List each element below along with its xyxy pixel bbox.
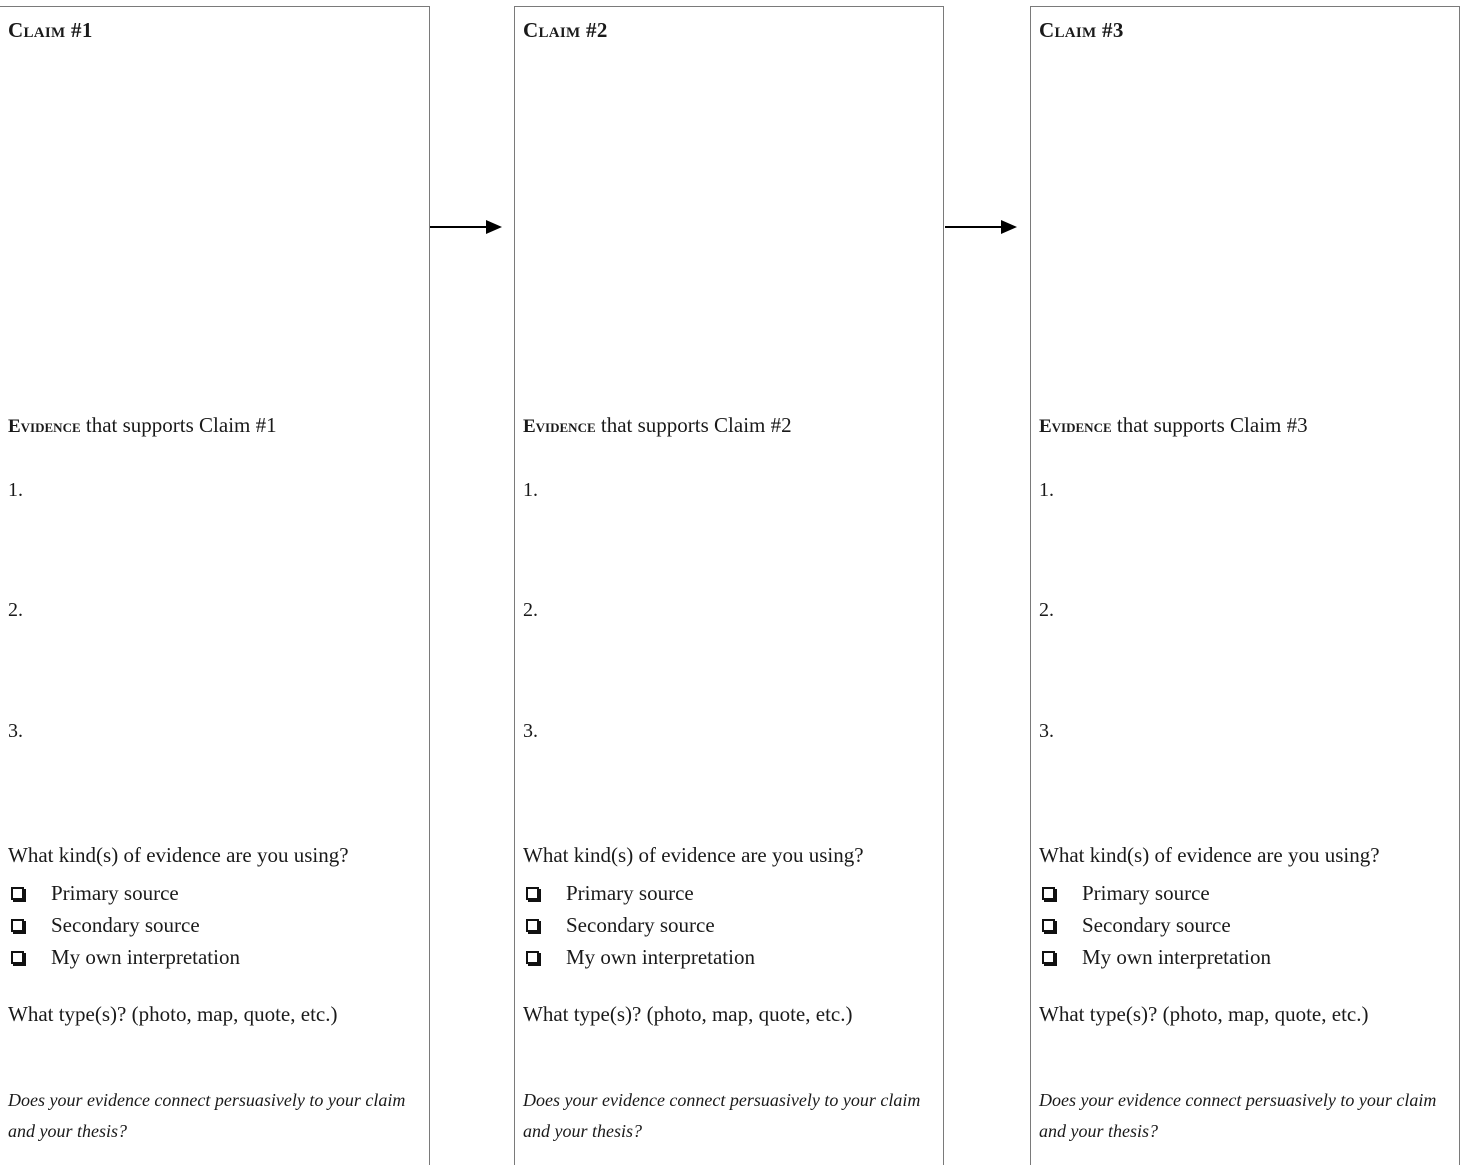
arrow-right-icon bbox=[430, 218, 504, 236]
option-own-interpretation[interactable] bbox=[523, 941, 755, 973]
evidence-heading-lead: Evidence bbox=[1039, 416, 1112, 437]
evidence-number-2: 2. bbox=[523, 599, 538, 621]
checkbox-icon[interactable] bbox=[1042, 919, 1055, 932]
evidence-number-1: 1. bbox=[8, 479, 23, 501]
evidence-type-question: What type(s)? (photo, map, quote, etc.) bbox=[1039, 1002, 1369, 1026]
evidence-kind-question: What kind(s) of evidence are you using? bbox=[523, 843, 864, 867]
checkbox-icon[interactable] bbox=[1042, 887, 1055, 900]
option-own-interpretation[interactable] bbox=[1039, 941, 1271, 973]
option-secondary-source[interactable] bbox=[1039, 909, 1271, 941]
evidence-number-1: 1. bbox=[523, 479, 538, 501]
checkbox-icon[interactable] bbox=[526, 887, 539, 900]
evidence-kind-options bbox=[1039, 877, 1271, 973]
claim-title: Claim #3 bbox=[1039, 18, 1124, 42]
checkbox-icon[interactable] bbox=[11, 919, 24, 932]
option-label: My own interpretation bbox=[1082, 944, 1271, 969]
evidence-heading-rest: that supports Claim #1 bbox=[80, 413, 277, 437]
evidence-kind-options bbox=[523, 877, 755, 973]
option-label: Primary source bbox=[566, 880, 694, 905]
evidence-heading bbox=[523, 413, 792, 438]
option-primary-source[interactable] bbox=[1039, 877, 1271, 909]
evidence-type-question: What type(s)? (photo, map, quote, etc.) bbox=[523, 1002, 853, 1026]
claim-column-3 bbox=[1030, 6, 1460, 1165]
option-primary-source[interactable] bbox=[8, 877, 240, 909]
claim-column-1 bbox=[0, 6, 430, 1165]
persuasion-question: Does your evidence connect persuasively to your claim and your thesis? bbox=[1039, 1090, 1437, 1141]
evidence-kind-options bbox=[8, 877, 240, 973]
option-label: Primary source bbox=[51, 880, 179, 905]
option-label: My own interpretation bbox=[51, 944, 240, 969]
evidence-heading bbox=[1039, 413, 1308, 438]
checkbox-icon[interactable] bbox=[1042, 951, 1055, 964]
option-label: Secondary source bbox=[1082, 912, 1231, 937]
evidence-number-2: 2. bbox=[1039, 599, 1054, 621]
option-own-interpretation[interactable] bbox=[8, 941, 240, 973]
option-label: Primary source bbox=[1082, 880, 1210, 905]
persuasion-question: Does your evidence connect persuasively to your claim and your thesis? bbox=[523, 1090, 921, 1141]
evidence-heading-rest: that supports Claim #2 bbox=[595, 413, 792, 437]
evidence-number-3: 3. bbox=[1039, 720, 1054, 742]
option-label: My own interpretation bbox=[566, 944, 755, 969]
checkbox-icon[interactable] bbox=[526, 919, 539, 932]
option-primary-source[interactable] bbox=[523, 877, 755, 909]
claim-title: Claim #2 bbox=[523, 18, 608, 42]
arrow-right-icon bbox=[945, 218, 1019, 236]
option-label: Secondary source bbox=[51, 912, 200, 937]
checkbox-icon[interactable] bbox=[11, 951, 24, 964]
persuasion-question: Does your evidence connect persuasively to your claim and your thesis? bbox=[8, 1090, 406, 1141]
evidence-number-3: 3. bbox=[8, 720, 23, 742]
evidence-type-question: What type(s)? (photo, map, quote, etc.) bbox=[8, 1002, 338, 1026]
option-secondary-source[interactable] bbox=[8, 909, 240, 941]
claim-column-2 bbox=[514, 6, 944, 1165]
option-label: Secondary source bbox=[566, 912, 715, 937]
evidence-heading bbox=[8, 413, 277, 438]
option-secondary-source[interactable] bbox=[523, 909, 755, 941]
evidence-number-2: 2. bbox=[8, 599, 23, 621]
claim-title: Claim #1 bbox=[8, 18, 93, 42]
checkbox-icon[interactable] bbox=[526, 951, 539, 964]
evidence-number-3: 3. bbox=[523, 720, 538, 742]
evidence-number-1: 1. bbox=[1039, 479, 1054, 501]
evidence-kind-question: What kind(s) of evidence are you using? bbox=[8, 843, 349, 867]
evidence-heading-lead: Evidence bbox=[523, 416, 596, 437]
evidence-kind-question: What kind(s) of evidence are you using? bbox=[1039, 843, 1380, 867]
evidence-heading-lead: Evidence bbox=[8, 416, 81, 437]
checkbox-icon[interactable] bbox=[11, 887, 24, 900]
evidence-heading-rest: that supports Claim #3 bbox=[1111, 413, 1308, 437]
